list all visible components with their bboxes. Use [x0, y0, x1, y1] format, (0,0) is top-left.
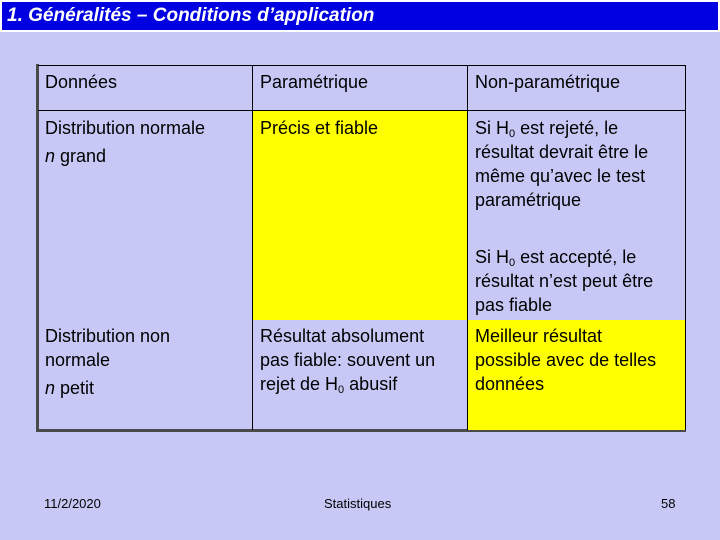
slide-title: 1. Généralités – Conditions d’application	[7, 5, 375, 26]
table-border-right	[685, 65, 686, 430]
table-divider-header	[38, 110, 686, 111]
title-bar	[0, 0, 720, 32]
row1-nonparametric-rejected: Si $H_0$ est rejeté, le résultat devrait être le même qu’avec le test paramétrique	[475, 118, 649, 210]
footer-title: Statistiques	[324, 496, 392, 511]
page-number: 58	[661, 496, 676, 511]
footer-date: 11/2/2020	[44, 496, 101, 511]
header-donnees: Données	[45, 72, 118, 92]
cell-r1-parametric	[253, 111, 468, 320]
row2-nonparametric: Meilleur résultat possible avec de telles données	[475, 326, 657, 394]
table-divider-col1	[252, 65, 253, 430]
header-non-parametrique: Non-paramétrique	[475, 72, 621, 92]
row1-nonparametric-accepted: Si $H_0$ est accepté, le résultat n’est peut être pas fiable	[475, 247, 654, 315]
table-divider-col2	[467, 65, 468, 430]
row1-parametric: Précis et fiable	[260, 118, 379, 138]
row1-label	[39, 116, 252, 168]
row2-label: Distribution non normale n petit	[45, 326, 171, 398]
header-parametrique: Paramétrique	[260, 72, 369, 92]
row1-label-line1: Distribution normale	[45, 118, 206, 138]
table-border-top	[38, 65, 686, 66]
row2-parametric: Résultat absolument pas fiable: souvent un rejet de $H_0$ abusif	[260, 326, 436, 396]
row1-label-line2: n grand	[45, 146, 107, 166]
